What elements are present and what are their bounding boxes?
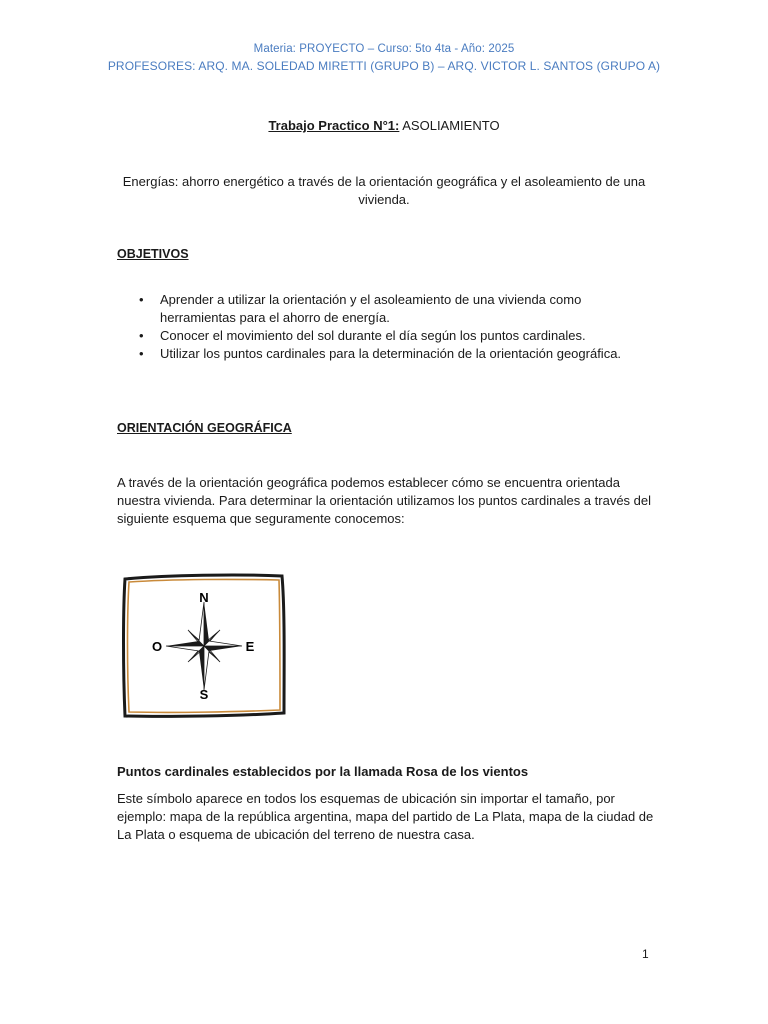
compass-star xyxy=(166,602,242,690)
compass-label-east: E xyxy=(245,639,255,654)
bullet-icon: • xyxy=(139,346,144,361)
compass-rose-icon xyxy=(118,570,290,720)
list-item-text: Aprender a utilizar la orientación y el asoleamiento de una vivienda como herramientas para el ahorro de energía. xyxy=(160,292,582,325)
intro-paragraph: Energías: ahorro energético a través de la orientación geográfica y el asoleamiento de una vivienda. xyxy=(122,174,646,207)
orientation-heading: ORIENTACIÓN GEOGRÁFICA xyxy=(117,421,292,435)
list-item xyxy=(117,291,637,327)
orientation-paragraph: A través de la orientación geográfica podemos establecer cómo se encuentra orientada nuestra vivienda. Para determinar la orientación utilizamos los puntos cardinales a través del siguiente esquema que seguramente conocemos: xyxy=(117,475,652,526)
page-number: 1 xyxy=(642,947,649,961)
bullet-icon: • xyxy=(139,328,144,343)
compass-label-north: N xyxy=(199,590,209,605)
title-prefix: Trabajo Practico N°1: xyxy=(268,118,400,133)
compass-label-west: O xyxy=(151,639,163,654)
header-subject-line: Materia: PROYECTO – Curso: 5to 4ta - Año: 2025 xyxy=(253,43,515,55)
compass-rose-figure xyxy=(118,570,290,720)
header-professors-line: PROFESORES: ARQ. MA. SOLEDAD MIRETTI (GRUPO B) – ARQ. VICTOR L. SANTOS (GRUPO A) xyxy=(107,59,661,73)
list-item-text: Utilizar los puntos cardinales para la determinación de la orientación geográfica. xyxy=(160,346,622,361)
wind-rose-heading: Puntos cardinales establecidos por la llamada Rosa de los vientos xyxy=(117,764,529,779)
list-item xyxy=(117,345,637,363)
title-text: ASOLIAMIENTO xyxy=(402,118,500,133)
objectives-heading: OBJETIVOS xyxy=(117,247,189,261)
document-title xyxy=(0,118,768,133)
compass-label-south: S xyxy=(199,687,209,702)
wind-rose-paragraph: Este símbolo aparece en todos los esquemas de ubicación sin importar el tamaño, por ejemplo: mapa de la república argentina, mapa del partido de La Plata, mapa de la ciudad de La Plata o esquema de ubicación del terreno de nuestra casa. xyxy=(117,791,654,842)
objectives-list xyxy=(117,291,637,363)
list-item xyxy=(117,327,637,345)
bullet-icon: • xyxy=(139,292,144,307)
list-item-text: Conocer el movimiento del sol durante el día según los puntos cardinales. xyxy=(160,328,586,343)
